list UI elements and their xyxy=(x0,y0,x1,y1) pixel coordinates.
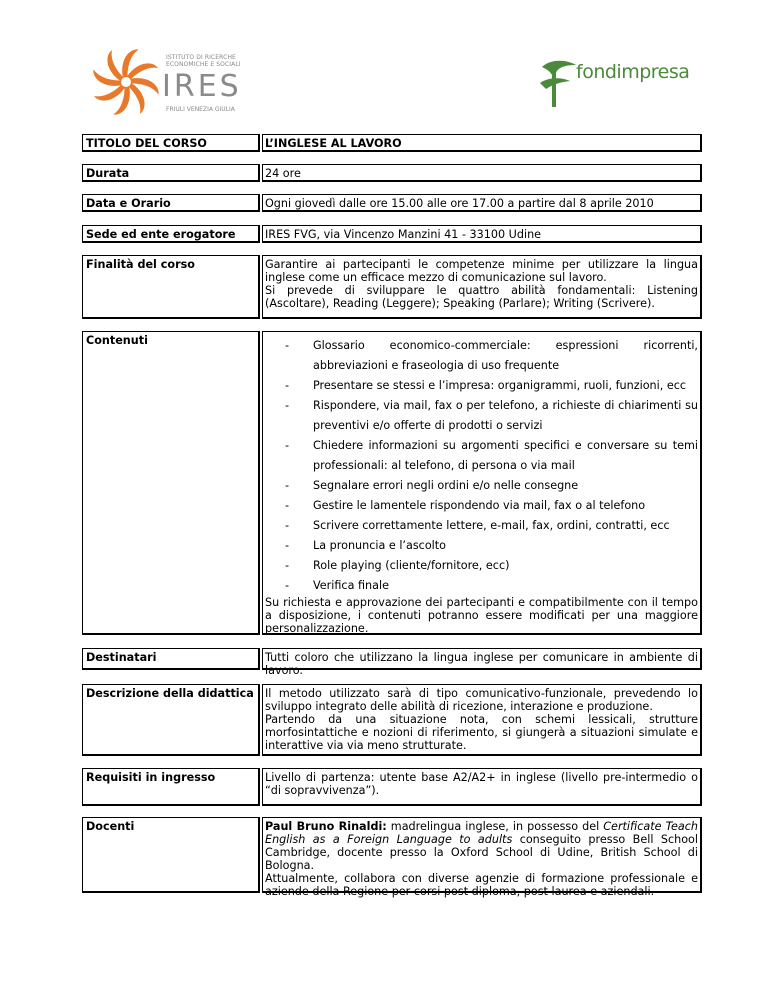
docenti-paragraph-2: Attualmente, collabora con diverse agenzie di formazione professionale e aziende della Regione per corsi post diploma, post laurea e aziendali. xyxy=(265,872,698,898)
finalita-paragraph-1: Garantire ai partecipanti le competenze minime per utilizzare la lingua inglese come un efficace mezzo di comunicazione sul lavoro. xyxy=(265,258,698,284)
label-didattica: Descrizione della didattica xyxy=(82,684,260,756)
row-durata xyxy=(82,164,702,182)
didattica-paragraph-2: Partendo da una situazione nota, con schemi lessicali, strutture morfosintattiche e nozioni di riferimento, si giungerà a situazioni simulate e interattive via via meno strutturate. xyxy=(265,713,698,752)
certificate-title: Certificate Teach English as a Foreign Language to adults xyxy=(265,820,699,846)
row-sede xyxy=(82,225,702,243)
list-item: - Scrivere correttamente lettere, e-mail, fax, ordini, contratti, ecc xyxy=(285,519,670,532)
finalita-paragraph-2: Si prevede di sviluppare le quattro abilità fondamentali: Listening (Ascoltare), Reading (Leggere); Speaking (Parlare); Writing (Scrivere). xyxy=(265,284,698,310)
didattica-paragraph-1: Il metodo utilizzato sarà di tipo comunicativo-funzionale, prevedendo lo sviluppo integrato delle abilità di ricezione, interazione e produzione. xyxy=(265,687,698,713)
value-data-orario: Ogni giovedì dalle ore 15.00 alle ore 17.00 a partire dal 8 aprile 2010 xyxy=(262,194,702,212)
row-contenuti xyxy=(82,331,702,635)
docenti-paragraph-1: Paul Bruno Rinaldi: madrelingua inglese, in possesso del Certificate Teach English as a Foreign Language to adults conseguito presso Bell School Cambridge, docente presso la Oxford School di Udine, British School di Bologna. xyxy=(265,820,699,872)
value-docenti xyxy=(262,817,702,898)
label-titolo: TITOLO DEL CORSO xyxy=(82,134,260,152)
docente-name: Paul Bruno Rinaldi: xyxy=(265,820,387,833)
list-item: - Rispondere, via mail, fax o per telefono, a richieste di chiarimenti su preventivi e/o offerte di prodotti o servizi xyxy=(285,399,698,432)
list-item: - La pronuncia e l’ascolto xyxy=(285,539,447,552)
row-docenti xyxy=(82,817,702,898)
label-sede: Sede ed ente erogatore xyxy=(82,225,260,243)
value-titolo: L’INGLESE AL LAVORO xyxy=(262,134,702,152)
ires-swirl-icon xyxy=(92,42,162,122)
label-data-orario: Data e Orario xyxy=(82,194,260,212)
label-durata: Durata xyxy=(82,164,260,182)
value-requisiti: Livello di partenza: utente base A2/A2+ in inglese (livello pre-intermedio o “di sopravvivenza”). xyxy=(262,768,702,806)
ires-line2: ECONOMICHE E SOCIALI xyxy=(166,61,241,68)
value-didattica xyxy=(262,684,702,756)
ires-name: IRES xyxy=(162,69,242,104)
fondimpresa-name: fondimpresa xyxy=(576,61,690,83)
list-item: - Chiedere informazioni su argomenti specifici e conversare su temi professionali: al telefono, di persona o via mail xyxy=(285,439,698,472)
value-contenuti xyxy=(262,331,702,635)
ires-logo xyxy=(92,42,244,122)
row-titolo xyxy=(82,134,702,152)
contenuti-note: Su richiesta e approvazione dei partecipanti e compatibilmente con il tempo a disposizione, i contenuti potranno essere modificati per una maggiore personalizzazione. xyxy=(265,596,698,635)
contenuti-list xyxy=(265,336,698,596)
fondimpresa-mark-icon xyxy=(536,57,580,113)
value-durata: 24 ore xyxy=(262,164,702,182)
value-finalita xyxy=(262,255,702,319)
row-finalita xyxy=(82,255,702,319)
row-destinatari xyxy=(82,648,702,677)
label-finalita: Finalità del corso xyxy=(82,255,260,319)
value-sede: IRES FVG, via Vincenzo Manzini 41 - 33100 Udine xyxy=(262,225,702,243)
label-requisiti: Requisiti in ingresso xyxy=(82,768,260,806)
label-docenti: Docenti xyxy=(82,817,260,893)
list-item: - Presentare se stessi e l’impresa: organigrammi, ruoli, funzioni, ecc xyxy=(285,379,687,392)
label-contenuti: Contenuti xyxy=(82,331,260,635)
row-data-orario xyxy=(82,194,702,212)
row-didattica xyxy=(82,684,702,756)
list-item: - Verifica finale xyxy=(285,579,389,592)
ires-region: FRIULI VENEZIA GIULIA xyxy=(166,106,235,113)
list-item: - Glossario economico-commerciale: espressioni ricorrenti, abbreviazioni e fraseologia di uso frequente xyxy=(285,339,698,372)
list-item: - Role playing (cliente/fornitore, ecc) xyxy=(285,559,510,572)
list-item: - Gestire le lamentele rispondendo via mail, fax o al telefono xyxy=(285,499,646,512)
list-item: - Segnalare errori negli ordini e/o nelle consegne xyxy=(285,479,579,492)
fondimpresa-logo xyxy=(536,57,690,113)
label-destinatari: Destinatari xyxy=(82,648,260,670)
row-requisiti xyxy=(82,768,702,806)
value-destinatari: Tutti coloro che utilizzano la lingua inglese per comunicare in ambiente di lavoro. xyxy=(262,648,702,670)
ires-line1: ISTITUTO DI RICERCHE xyxy=(166,54,236,61)
